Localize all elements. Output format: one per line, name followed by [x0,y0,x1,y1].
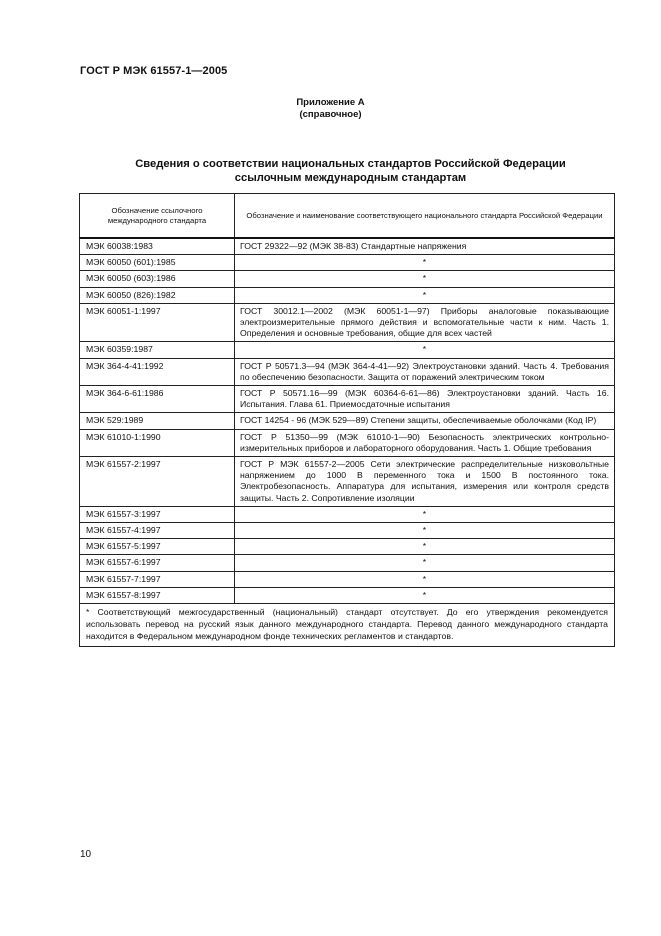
international-standard-cell: МЭК 60359:1987 [80,342,235,358]
international-standard-cell: МЭК 61557-2:1997 [80,457,235,507]
document-header: ГОСТ Р МЭК 61557-1—2005 [80,65,228,77]
page-number: 10 [80,849,92,860]
column-header-national: Обозначение и наименование соответствующего национального стандарта Российской Федерации [235,194,615,239]
international-standard-cell: МЭК 60051-1:1997 [80,303,235,342]
international-standard-cell: МЭК 60050 (603):1986 [80,271,235,287]
table-row [80,386,615,413]
column-header-international: Обозначение ссылочного международного стандарта [80,194,235,239]
international-standard-cell: МЭК 61557-5:1997 [80,539,235,555]
table-row [80,238,615,255]
international-standard-cell: МЭК 364-4-41:1992 [80,358,235,385]
national-standard-cell: * [235,555,615,571]
international-standard-cell: МЭК 60050 (826):1982 [80,287,235,303]
standards-table [79,193,615,647]
international-standard-cell: МЭК 61557-8:1997 [80,587,235,603]
table-row [80,413,615,429]
national-standard-cell: ГОСТ 30012.1—2002 (МЭК 60051-1—97) Приборы аналоговые показывающие электроизмерительные прямого действия и вспомогательные части к ним. Часть 1. Определения и основные требования, общие для всех частей [235,303,615,342]
national-standard-cell: ГОСТ 29322—92 (МЭК 38-83) Стандартные напряжения [235,238,615,255]
international-standard-cell: МЭК 60050 (601):1985 [80,255,235,271]
table-row [80,303,615,342]
table-row [80,271,615,287]
table-row [80,429,615,456]
table-row [80,342,615,358]
section-title [70,157,631,185]
table-row [80,506,615,522]
annex-heading [0,97,661,121]
section-title-line1: Сведения о соответствии национальных стандартов Российской Федерации [135,158,566,170]
table-row [80,571,615,587]
national-standard-cell: ГОСТ Р МЭК 61557-2—2005 Сети электрические распределительные низковольтные напряжением до 1000 В переменного тока и 1500 В постоянного тока. Электробезопасность. Аппаратура для испытания, измерения или контроля средств защиты. Часть 2. Сопротивление изоляции [235,457,615,507]
international-standard-cell: МЭК 61557-7:1997 [80,571,235,587]
national-standard-cell: * [235,571,615,587]
standards-table-body [80,194,615,647]
international-standard-cell: МЭК 529:1989 [80,413,235,429]
international-standard-cell: МЭК 61010-1:1990 [80,429,235,456]
table-row [80,539,615,555]
national-standard-cell: ГОСТ 14254 - 96 (МЭК 529—89) Степени защиты, обеспечиваемые оболочками (Код IP) [235,413,615,429]
national-standard-cell: ГОСТ Р 51350—99 (МЭК 61010-1—90) Безопасность электрических контрольно-измерительных приборов и лабораторного оборудования. Часть 1. Общие требования [235,429,615,456]
footnote-row [80,604,615,647]
national-standard-cell: * [235,506,615,522]
annex-title: Приложение А [296,97,365,108]
section-title-line2: ссылочным международным стандартам [234,172,467,184]
national-standard-cell: * [235,287,615,303]
table-row [80,587,615,603]
international-standard-cell: МЭК 61557-3:1997 [80,506,235,522]
table-row [80,457,615,507]
national-standard-cell: * [235,587,615,603]
table-header-row [80,194,615,239]
table-row [80,555,615,571]
table-row [80,358,615,385]
national-standard-cell: * [235,342,615,358]
table-row [80,523,615,539]
international-standard-cell: МЭК 61557-4:1997 [80,523,235,539]
table-footnote: * Соответствующий межгосударственный (национальный) стандарт отсутствует. До его утверждения рекомендуется использовать перевод на русский язык данного международного стандарта. Перевод данного международного стандарта находится в Федеральном международном фонде технических регламентов и стандартов. [80,604,615,647]
national-standard-cell: * [235,523,615,539]
international-standard-cell: МЭК 61557-6:1997 [80,555,235,571]
national-standard-cell: ГОСТ Р 50571.16—99 (МЭК 60364-6-61—86) Электроустановки зданий. Часть 16. Испытания. Глава 61. Приемосдаточные испытания [235,386,615,413]
national-standard-cell: ГОСТ Р 50571.3—94 (МЭК 364-4-41—92) Электроустановки зданий. Часть 4. Требования по обеспечению безопасности. Защита от поражений электрическим током [235,358,615,385]
national-standard-cell: * [235,255,615,271]
national-standard-cell: * [235,539,615,555]
table-row [80,255,615,271]
international-standard-cell: МЭК 60038:1983 [80,238,235,255]
annex-subtitle: (справочное) [299,109,362,120]
national-standard-cell: * [235,271,615,287]
international-standard-cell: МЭК 364-6-61:1986 [80,386,235,413]
table-row [80,287,615,303]
